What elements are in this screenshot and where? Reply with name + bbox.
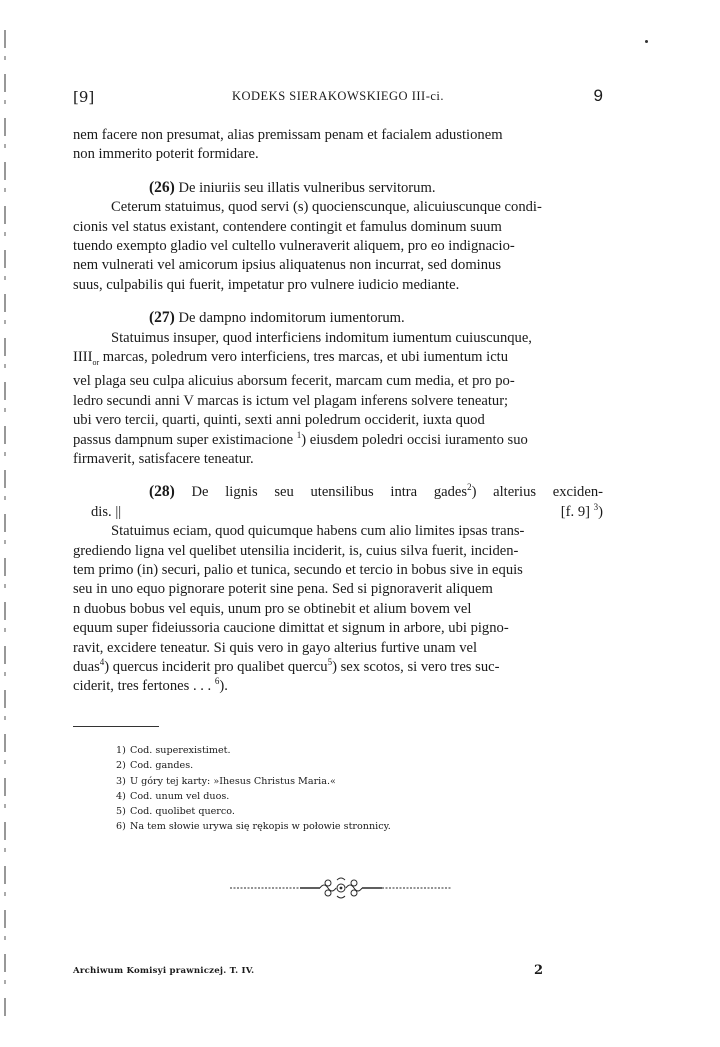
footer-publication: Archiwum Komisyi prawniczej. T. IV.	[73, 966, 255, 976]
footnote-ref: 4	[99, 657, 105, 668]
footnote	[116, 758, 596, 773]
footnote-mark: 6)	[116, 821, 126, 833]
text-line: tuendo exempto gladio vel cultello vulneraverit aliquem, pro eo indignacio-	[73, 238, 515, 255]
text-line	[73, 431, 603, 450]
numeral-suffix: or	[92, 357, 100, 367]
section-heading	[73, 308, 603, 328]
footnote-mark: 2)	[116, 760, 126, 772]
section-title: De iniuriis seu illatis vulneribus servitorum.	[178, 179, 436, 196]
header-bracket-page: [9]	[73, 88, 95, 106]
footnote	[116, 819, 596, 834]
section-title: De lignis seu utensilibus intra gades	[191, 484, 468, 501]
scan-edge-shadow	[4, 30, 6, 1020]
footnote-text: Na tem słowie urywa się rękopis w połowie stronnicy.	[130, 821, 391, 833]
folio-close: )	[598, 503, 603, 520]
header-title: KODEKS SIERAKOWSKIEGO III-ci.	[231, 89, 445, 103]
footnote-ref: 6	[214, 676, 220, 687]
footnote-mark: 4)	[116, 790, 126, 802]
text-line: non immerito poterit formidare.	[73, 146, 259, 163]
paragraph-continuation	[73, 126, 603, 165]
text-line: Ceterum statuimus, quod servi (s) quocienscunque, alicuiuscunque condi-	[111, 199, 542, 216]
text-line	[73, 658, 603, 677]
footnotes	[116, 743, 596, 835]
text-run: ciderit, tres fertones . . .	[73, 678, 215, 695]
roman-numeral: IIII	[73, 349, 93, 366]
text-line: firmaverit, satisfacere teneatur.	[73, 451, 254, 467]
footnote-rule	[73, 726, 159, 727]
footnote-mark: 3)	[116, 775, 126, 787]
section-26	[73, 178, 603, 295]
footnote-ref: 5	[327, 657, 333, 668]
text-line: Statuimus eciam, quod quicumque habens cum alio limites ipsas trans-	[111, 523, 525, 540]
text-run: ) sex scotos, si vero tres suc-	[332, 659, 500, 676]
section-number: (28)	[149, 483, 175, 501]
text-line: ledro secundi anni V marcas is ictum vel plagam inferens solvere teneatur;	[73, 392, 509, 409]
fleuron-divider-icon	[228, 876, 454, 900]
footnote	[116, 804, 596, 819]
text-line	[73, 348, 603, 372]
text-line: nem vulnerati vel amicorum ipsius aliquatenus non incurrat, sed dominus	[73, 257, 501, 274]
text-run: ).	[219, 678, 228, 695]
footnote	[116, 774, 596, 789]
section-number: (26)	[149, 178, 175, 196]
text-line: ubi vero tercii, quarti, quinti, sexti anni poledrum occiderit, iuxta quod	[73, 412, 485, 429]
page-footer	[73, 963, 543, 982]
section-number: (27)	[149, 309, 175, 327]
text-run: passus dampnum super existimacione	[73, 431, 297, 448]
text-line: n duobus bobus vel equis, unum pro se obtinebit et alium bovem vel	[73, 600, 472, 617]
section-28	[73, 482, 603, 696]
footnote-text: Cod. unum vel duos.	[130, 790, 230, 802]
footnote-mark: 1)	[116, 745, 126, 756]
section-heading	[73, 482, 603, 502]
text-line: vel plaga seu culpa alicuius aborsum fecerit, marcam cum media, et pro po-	[73, 373, 515, 390]
section-27	[73, 308, 603, 469]
footnote-text: Cod. gandes.	[130, 760, 194, 772]
footnote-mark: 5)	[116, 806, 126, 818]
text-line: seu in uno equo pignorare poterit sine pena. Sed si pignoraverit aliquem	[73, 581, 493, 598]
section-heading	[73, 178, 603, 198]
text-line: nem facere non presumat, alias premissam penam et facialem adustionem	[73, 127, 503, 143]
text-run: ) quercus inciderit pro qualibet quercu	[104, 659, 328, 676]
footnote-text: Cod. quolibet querco.	[130, 806, 235, 818]
footnote-ref: 1	[296, 429, 302, 440]
footnote-text: U góry tej karty: »Ihesus Christus Maria.«	[130, 775, 336, 787]
text-line: suus, culpabilis qui fuerit, impetatur pro vulnere iudicio mediante.	[73, 276, 460, 293]
section-title-end: dis. ||	[91, 503, 122, 520]
footnote	[116, 789, 596, 804]
footnote	[116, 743, 596, 758]
text-line: Statuimus insuper, quod interficiens indomitum iumentum cuiuscunque,	[111, 329, 532, 346]
footnote-text: Cod. superexistimet.	[130, 745, 231, 756]
text-line: equum super fideiussoria caucione dimittat et signum in arbore, ubi pigno-	[73, 620, 509, 637]
text-line	[73, 677, 603, 696]
section-title: De dampno indomitorum iumentorum.	[178, 310, 405, 327]
text-run: duas	[73, 659, 100, 676]
text-line: ravit, excidere teneatur. Si quis vero in gayo alterius furtive unam vel	[73, 639, 478, 656]
section-heading-cont	[73, 503, 603, 522]
running-header	[73, 86, 603, 110]
section-title-cont: ) alterius exciden-	[471, 484, 603, 501]
text-line: grediendo ligna vel quelibet utensilia inciderit, is, cuius silva fuerit, inciden-	[73, 542, 519, 559]
folio-label: [f. 9]	[560, 503, 594, 520]
text-line: cionis vel status existant, contendere contingit et famulus dominum suum	[73, 218, 502, 235]
main-text	[73, 126, 603, 697]
footnote-ref: 3	[593, 501, 599, 512]
folio-marker	[561, 503, 603, 522]
text-run: marcas, poledrum vero interficiens, tres marcas, et ubi iumentum ictu	[99, 349, 509, 366]
text-run: ) eiusdem poledri occisi iuramento suo	[301, 431, 528, 448]
scan-speck	[645, 40, 648, 43]
page-number: 9	[593, 86, 603, 105]
signature-mark: 2	[533, 963, 543, 978]
text-line: tem primo (in) securi, palio et tunica, secundo et tercio in bobus sive in equis	[73, 562, 523, 579]
footnote-ref: 2	[467, 482, 472, 493]
